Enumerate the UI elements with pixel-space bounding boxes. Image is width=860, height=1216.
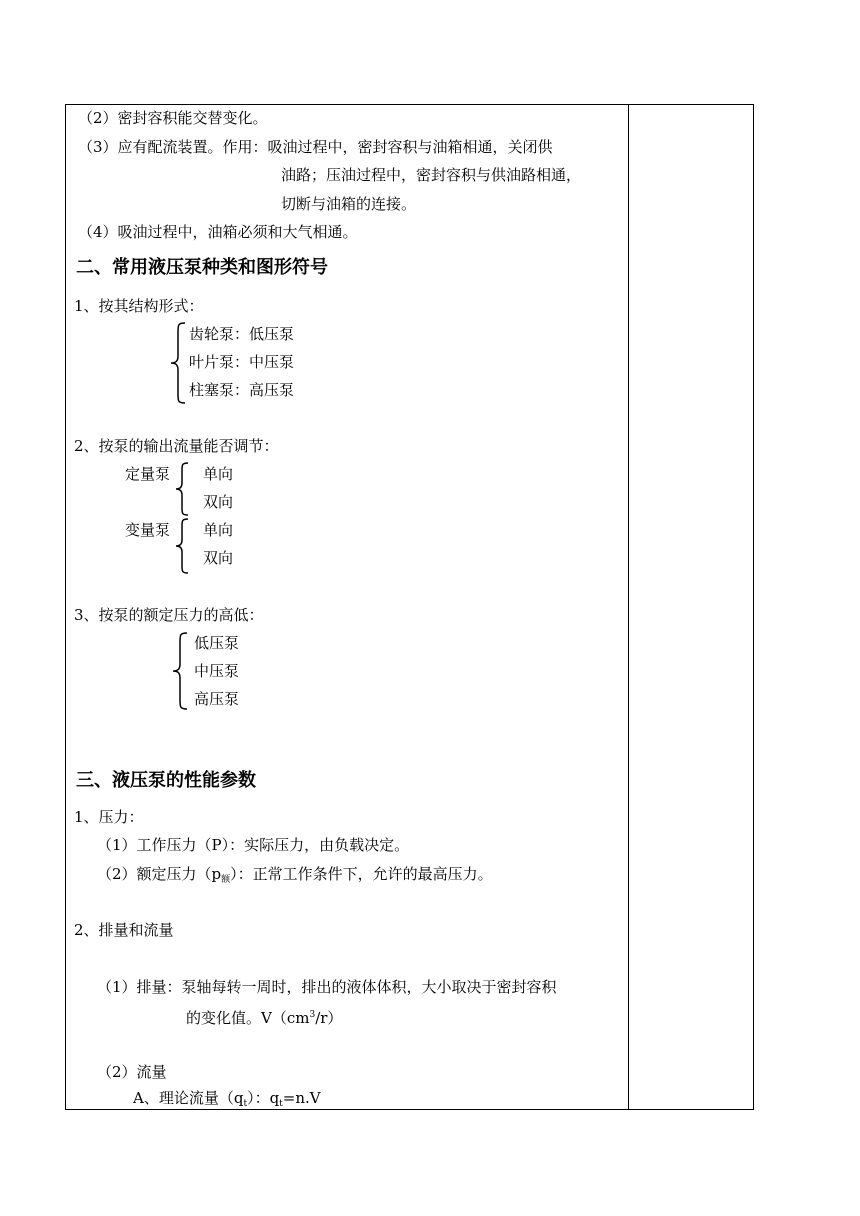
curly-brace-icon: [175, 518, 189, 574]
pump-type-piston: 柱塞泵：高压泵: [189, 381, 295, 399]
curly-brace-icon: [175, 462, 189, 516]
rated-pressure: （2）额定压力$(p_额)$：正常工作条件下，允许的最高压力。: [97, 865, 493, 885]
classify-by-structure-title: 1、按其结构形式：: [74, 297, 204, 315]
pump-type-gear: 齿轮泵：低压泵: [189, 325, 295, 343]
pressure-class-medium: 中压泵: [194, 662, 240, 680]
condition-4: （4）吸油过程中，油箱必须和大气相通。: [78, 223, 358, 241]
variable-bidirectional: 双向: [203, 549, 234, 567]
curly-brace-icon: [170, 322, 186, 404]
pressure-title: 1、压力：: [74, 808, 144, 826]
fixed-bidirectional: 双向: [203, 493, 234, 511]
displacement-definition: （1）排量：泵轴每转一周时，排出的液体体积，大小取决于密封容积: [97, 978, 557, 996]
section-2-heading: 二、常用液压泵种类和图形符号: [76, 257, 328, 278]
displacement-definition-continued: 的变化值。$V(cm^3/r)$: [186, 1009, 343, 1027]
variable-unidirectional: 单向: [203, 521, 234, 539]
flow-title: （2）流量: [97, 1063, 167, 1081]
pressure-class-low: 低压泵: [194, 634, 240, 652]
condition-3-continued-2: 切断与油箱的连接。: [281, 195, 417, 213]
brace-variable: [175, 518, 189, 574]
section-3-heading: 三、液压泵的性能参数: [76, 770, 256, 791]
brace-pressure: [172, 632, 188, 710]
fixed-unidirectional: 单向: [203, 465, 234, 483]
displacement-flow-title: 2、排量和流量: [74, 921, 174, 939]
variable-displacement-label: 变量泵: [125, 521, 171, 539]
brace-fixed: [175, 462, 189, 516]
working-pressure: （1）工作压力（P）：实际压力，由负载决定。: [97, 836, 410, 854]
curly-brace-icon: [172, 632, 188, 710]
table-column-divider: [628, 104, 629, 1110]
condition-3: （3）应有配流装置。作用：吸油过程中，密封容积与油箱相通，关闭供: [78, 138, 553, 156]
pump-type-vane: 叶片泵：中压泵: [189, 353, 295, 371]
condition-2: （2）密封容积能交替变化。: [78, 109, 268, 127]
fixed-displacement-label: 定量泵: [125, 465, 171, 483]
classify-by-pressure-title: 3、按泵的额定压力的高低：: [74, 606, 264, 624]
classify-by-flow-title: 2、按泵的输出流量能否调节：: [74, 437, 279, 455]
pressure-class-high: 高压泵: [194, 690, 240, 708]
condition-3-continued-1: 油路；压油过程中，密封容积与供油路相通，: [281, 166, 582, 184]
brace-structure: [170, 322, 186, 404]
theoretical-flow: A、理论流量$(q_t)$：$q_t=n.V$: [133, 1089, 321, 1109]
